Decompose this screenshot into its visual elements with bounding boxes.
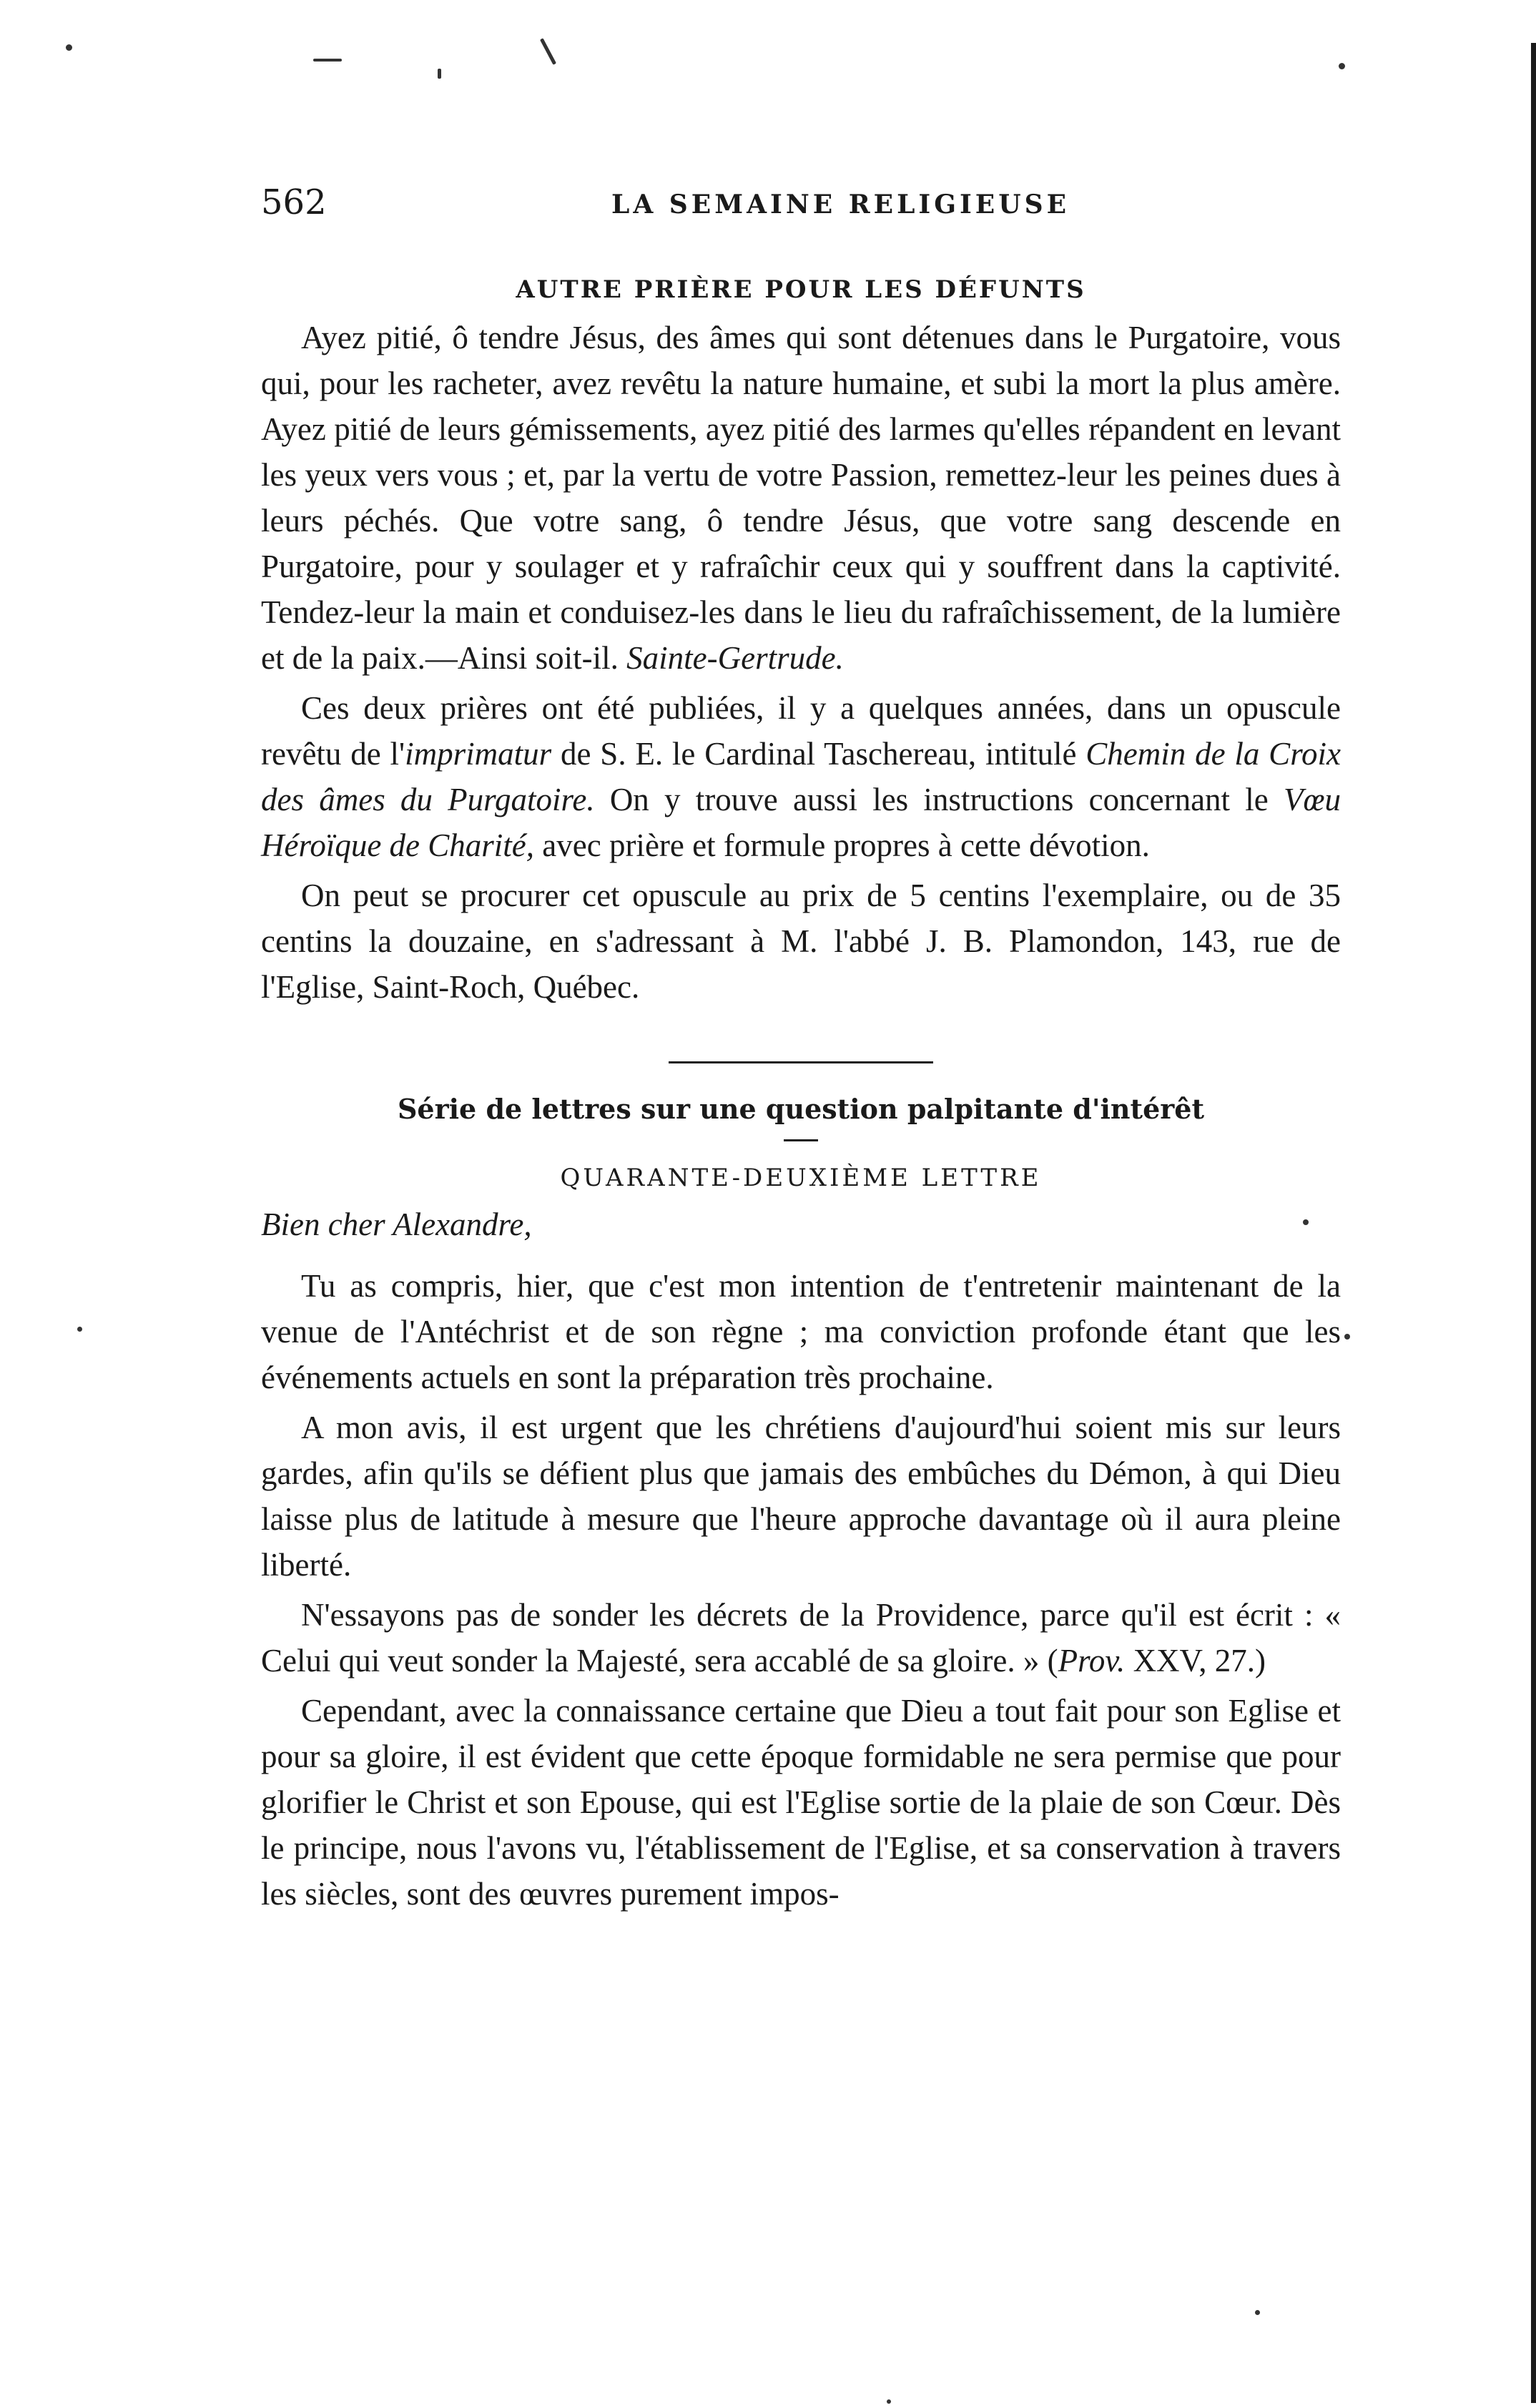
- voeu-title: Vœu Héroïque de Charité,: [261, 782, 1341, 863]
- publication-text: de S. E. le Cardinal Taschereau, intitulé: [551, 736, 1086, 772]
- prayer-text: Ayez pitié, ô tendre Jésus, des âmes qui sont détenues dans le Purgatoire, vous qui, pour les racheter, avez revêtu la nature humaine, et subi la mort la plus amère. Ayez pitié de leurs gémissements, ayez pitié des larmes qu'elles répandent en levant les yeux vers vous ; et, par la vertu de votre Passion, remettez-leur les peines dues à leurs péchés. Que votre sang, ô tendre Jésus, que votre sang descende en Purgatoire, pour y soulager et y rafraîchir ceux qui y souffrent dans la captivité. Tendez-leur la main et conduisez-les dans le lieu du rafraîchissement, de la lumière et de la paix.—Ainsi soit-il.: [261, 320, 1341, 676]
- prayer-paragraph: [261, 315, 1341, 681]
- letter-paragraph-2: A mon avis, il est urgent que les chrétiens d'aujourd'hui soient mis sur leurs gardes, afin qu'ils se défient plus que jamais des embûches du Démon, à qui Dieu laisse plus de latitude à mesure que l'heure approche davantage où il aura pleine liberté.: [261, 1410, 1341, 1583]
- series-title: Série de lettres sur une question palpitante d'intérêt: [397, 1093, 1205, 1125]
- section-divider: [669, 1061, 933, 1063]
- short-divider: [784, 1139, 818, 1141]
- scan-speck: [66, 44, 72, 51]
- page-number: 562: [261, 182, 327, 222]
- prayer-attribution: Sainte-Gertrude.: [626, 640, 844, 676]
- publication-paragraph-1: [261, 685, 1341, 868]
- letter-paragraph-3: [261, 1592, 1341, 1684]
- publication-text: Ces deux prières ont été publiées, il y a quelques années, dans un opuscule revêtu de l': [261, 690, 1341, 772]
- scan-speck: [313, 59, 342, 62]
- letter-text: N'essayons pas de sonder les décrets de la Providence, parce qu'il est écrit : « Celui qui veut sonder la Majesté, sera accablé de sa gloire. » (: [261, 1597, 1341, 1679]
- scan-speck: [1255, 2310, 1260, 2315]
- scan-speck: [77, 1327, 82, 1332]
- running-title: LA SEMAINE RELIGIEUSE: [611, 190, 1070, 220]
- prayer-heading: AUTRE PRIÈRE POUR LES DÉFUNTS: [516, 275, 1086, 304]
- letter-paragraph-1: Tu as compris, hier, que c'est mon intention de t'entretenir maintenant de la venue de l'Antéchrist et de son règne ; ma conviction profonde étant que les événements actuels en sont la préparation très prochaine.: [261, 1268, 1341, 1395]
- letter-paragraph-4: Cependant, avec la connaissance certaine que Dieu a tout fait pour son Eglise et pour sa gloire, il est évident que cette époque formidable ne sera permise que pour glorifier le Christ et son Epouse, qui est l'Eglise sortie de la plaie de son Cœur. Dès le principe, nous l'avons vu, l'établissement de l'Eglise, et sa conservation à travers les siècles, sont des œuvres purement impos-: [261, 1693, 1341, 1912]
- scan-speck: [438, 69, 441, 79]
- text-column: [261, 272, 1341, 1917]
- letter-title: QUARANTE-DEUXIÈME LETTRE: [560, 1164, 1042, 1192]
- running-head: [261, 182, 1341, 232]
- letter-text: XXV, 27.): [1125, 1643, 1266, 1679]
- scan-speck: [887, 2399, 891, 2404]
- booklet-title: Chemin de la Croix des âmes du Purgatoire.: [261, 736, 1341, 817]
- letter-salutation: Bien cher Alexandre,: [261, 1207, 532, 1242]
- publication-text: avec prière et formule propres à cette dévotion.: [534, 827, 1150, 863]
- scan-speck: [1344, 1334, 1350, 1340]
- scan-speck: [1339, 63, 1345, 69]
- scripture-reference: Prov.: [1058, 1643, 1126, 1679]
- publication-text: On y trouve aussi les instructions concernant le: [594, 782, 1284, 817]
- imprimatur-term: imprimatur: [405, 736, 552, 772]
- scan-speck: [540, 38, 556, 65]
- publication-paragraph-2: On peut se procurer cet opuscule au prix de 5 centins l'exemplaire, ou de 35 centins la douzaine, en s'adressant à M. l'abbé J. B. Plamondon, 143, rue de l'Eglise, Saint-Roch, Québec.: [261, 878, 1341, 1005]
- page-edge-shadow: [1531, 43, 1536, 2403]
